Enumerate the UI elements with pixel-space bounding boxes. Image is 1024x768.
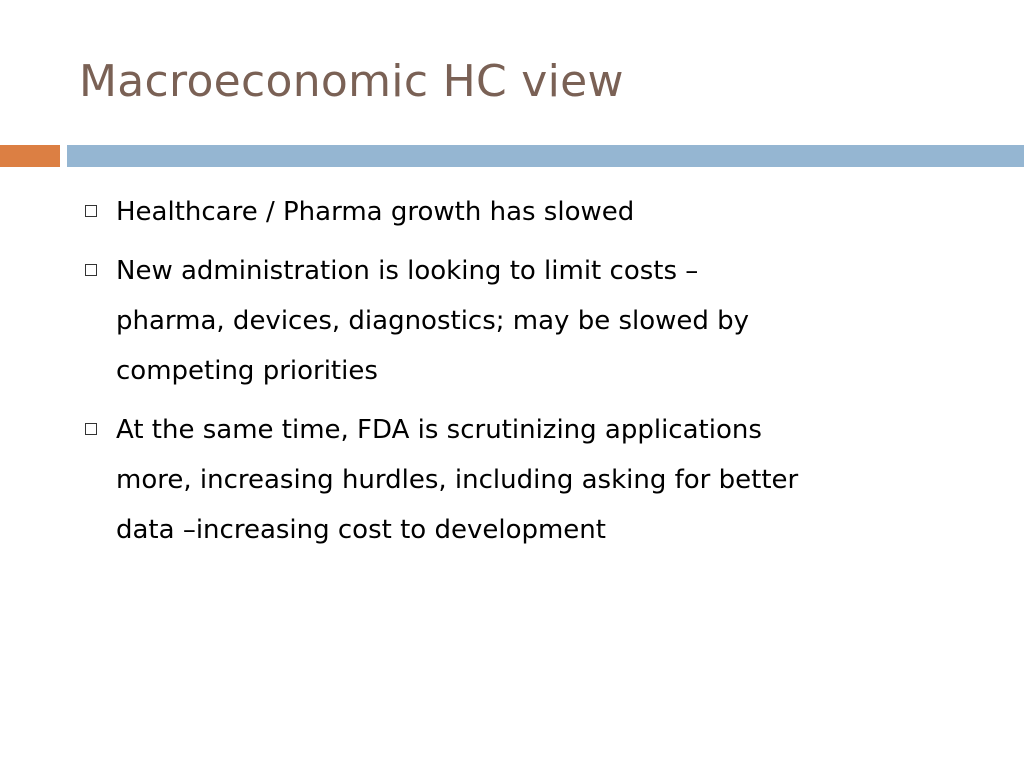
accent-bar-orange bbox=[0, 145, 60, 167]
bullet-text-line: pharma, devices, diagnostics; may be slowed by bbox=[116, 306, 750, 336]
accent-bar-blue bbox=[67, 145, 1024, 167]
bullet-text-line: New administration is looking to limit costs – bbox=[116, 256, 699, 286]
bullet-item bbox=[79, 187, 979, 237]
bullet-item bbox=[79, 405, 979, 555]
bullet-text-line: competing priorities bbox=[116, 356, 378, 386]
hollow-square-bullet-icon bbox=[85, 423, 97, 435]
hollow-square-bullet-icon bbox=[85, 264, 97, 276]
bullet-text-line: more, increasing hurdles, including asking for better bbox=[116, 465, 799, 495]
bullet-item bbox=[79, 246, 979, 396]
bullet-list bbox=[79, 187, 979, 564]
slide-title: Macroeconomic HC view bbox=[79, 56, 624, 107]
bullet-text-line: At the same time, FDA is scrutinizing applications bbox=[116, 415, 762, 445]
hollow-square-bullet-icon bbox=[85, 205, 97, 217]
bullet-text-line: Healthcare / Pharma growth has slowed bbox=[116, 197, 635, 227]
bullet-text-line: data –increasing cost to development bbox=[116, 515, 606, 545]
